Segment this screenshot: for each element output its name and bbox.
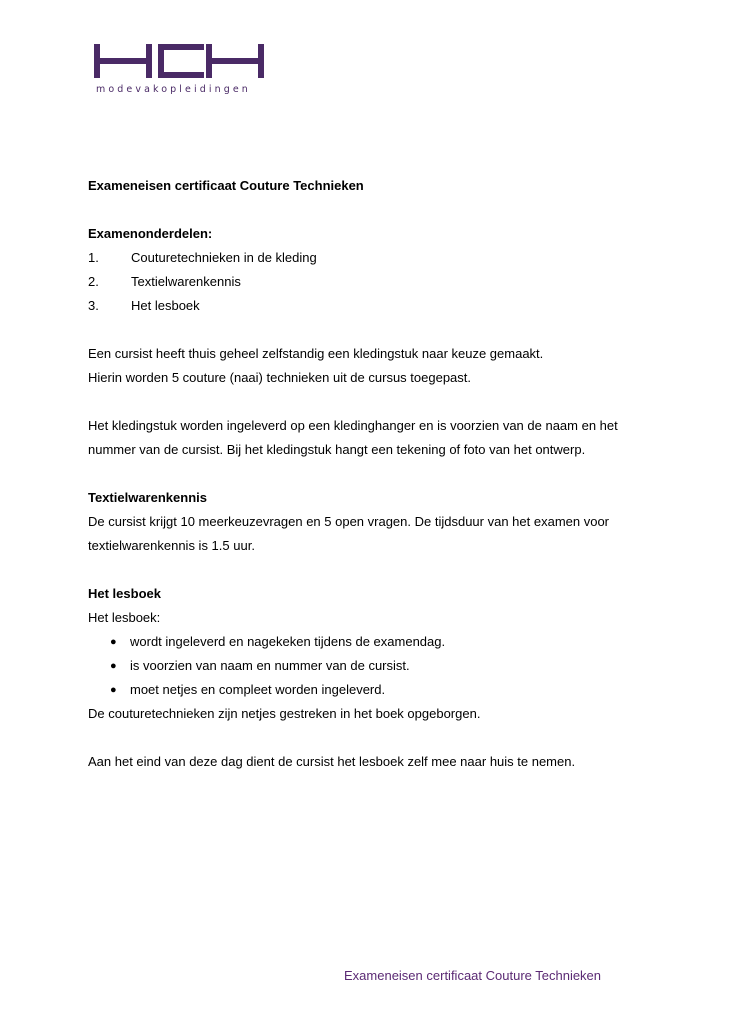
paragraph-line: Het kledingstuk worden ingeleverd op een kledinghanger en is voorzien van de naam en het xyxy=(88,418,618,433)
paragraph-line: Een cursist heeft thuis geheel zelfstandig een kledingstuk naar keuze gemaakt. xyxy=(88,346,544,361)
numbered-item xyxy=(88,294,648,318)
page-footer: Exameneisen certificaat Couture Technieken xyxy=(344,968,602,983)
bullet-icon: ● xyxy=(110,660,117,672)
document-title: Exameneisen certificaat Couture Technieken xyxy=(88,178,364,193)
textiel-heading: Textielwarenkennis xyxy=(88,490,207,505)
bullet-text: wordt ingeleverd en nagekeken tijdens de examendag. xyxy=(130,634,446,649)
paragraph-line: De couturetechnieken zijn netjes gestreken in het boek opgeborgen. xyxy=(88,706,481,721)
lesboek-intro: Het lesboek: xyxy=(88,610,161,625)
bullet-text: moet netjes en compleet worden ingeleverd. xyxy=(130,682,386,697)
paragraph-line: Hierin worden 5 couture (naai) technieken uit de cursus toegepast. xyxy=(88,370,471,385)
numbered-item xyxy=(88,270,648,294)
item-number: 2. xyxy=(88,274,99,289)
lesboek-heading: Het lesboek xyxy=(88,586,161,601)
hch-logo-mark xyxy=(94,44,264,78)
logo-subtitle: modevakopleidingen xyxy=(96,84,251,95)
bullet-item xyxy=(88,678,648,702)
bullet-item xyxy=(88,654,648,678)
paragraph-line: nummer van de cursist. Bij het kledingstuk hangt een tekening of foto van het ontwerp. xyxy=(88,442,586,457)
item-number: 3. xyxy=(88,298,99,313)
bullet-icon: ● xyxy=(110,636,117,648)
paragraph-line: textielwarenkennis is 1.5 uur. xyxy=(88,538,255,553)
bullet-text: is voorzien van naam en nummer van de cursist. xyxy=(130,658,410,673)
item-text: Couturetechnieken in de kleding xyxy=(131,250,317,265)
hch-logo xyxy=(94,44,264,78)
item-number: 1. xyxy=(88,250,99,265)
document-body xyxy=(88,174,648,774)
closing-line: Aan het eind van deze dag dient de cursist het lesboek zelf mee naar huis te nemen. xyxy=(88,754,576,769)
bullet-item xyxy=(88,630,648,654)
bullet-icon: ● xyxy=(110,684,117,696)
paragraph-line: De cursist krijgt 10 meerkeuzevragen en 5 open vragen. De tijdsduur van het examen voor xyxy=(88,514,610,529)
item-text: Textielwarenkennis xyxy=(131,274,241,289)
item-text: Het lesboek xyxy=(131,298,200,313)
numbered-item xyxy=(88,246,648,270)
onderdelen-heading: Examenonderdelen: xyxy=(88,226,213,241)
